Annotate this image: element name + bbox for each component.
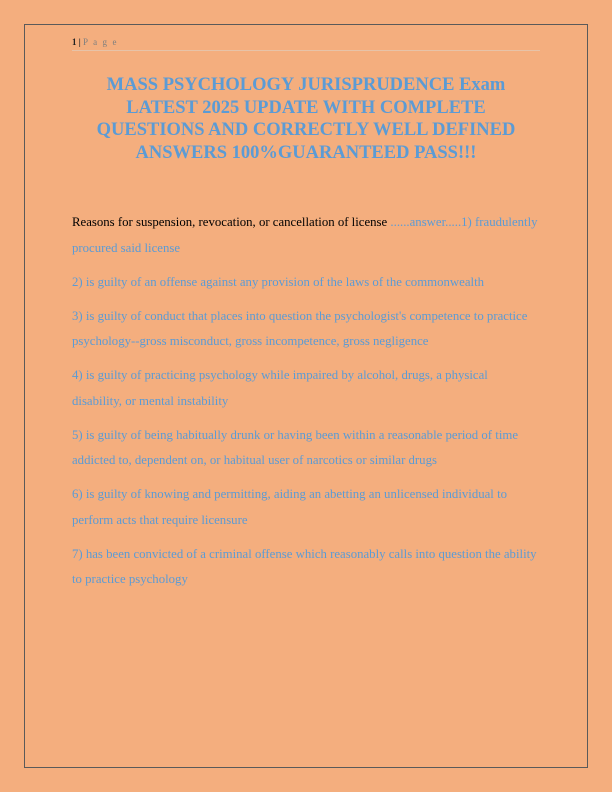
answer-item: 6) is guilty of knowing and permitting, aiding an abetting an unlicensed individual to perform acts that require licensure [72,487,508,527]
page-header [72,36,540,51]
answer-first-item: 1) fraudulently procured said license [72,215,538,255]
page-label: P a g e [82,37,119,47]
question-paragraph [72,210,540,261]
answer-item: 2) is guilty of an offense against any provision of the laws of the commonwealth [72,274,485,289]
question-text: Reasons for suspension, revocation, or cancellation of license [72,215,388,229]
answer-item: 7) has been convicted of a criminal offense which reasonably calls into question the ability to practice psychology [72,546,537,586]
document-title: MASS PSYCHOLOGY JURISPRUDENCE Exam LATEST 2025 UPDATE WITH COMPLETE QUESTIONS AND CORRECTLY WELL DEFINED ANSWERS 100%GUARANTEED PASS!!! [96,75,516,163]
answer-marker: ......answer..... [387,215,462,229]
page-number: 1 [72,37,77,47]
document-body [72,210,540,601]
answer-item: 4) is guilty of practicing psychology while impaired by alcohol, drugs, a physical disability, or mental instability [72,368,488,408]
page-separator: | [78,37,81,47]
answer-item: 5) is guilty of being habitually drunk or having been within a reasonable period of time addicted to, dependent on, or habitual user of narcotics or similar drugs [72,427,519,467]
answer-item: 3) is guilty of conduct that places into question the psychologist's competence to practice psychology--gross misconduct, gross incompetence, gross negligence [72,308,528,348]
